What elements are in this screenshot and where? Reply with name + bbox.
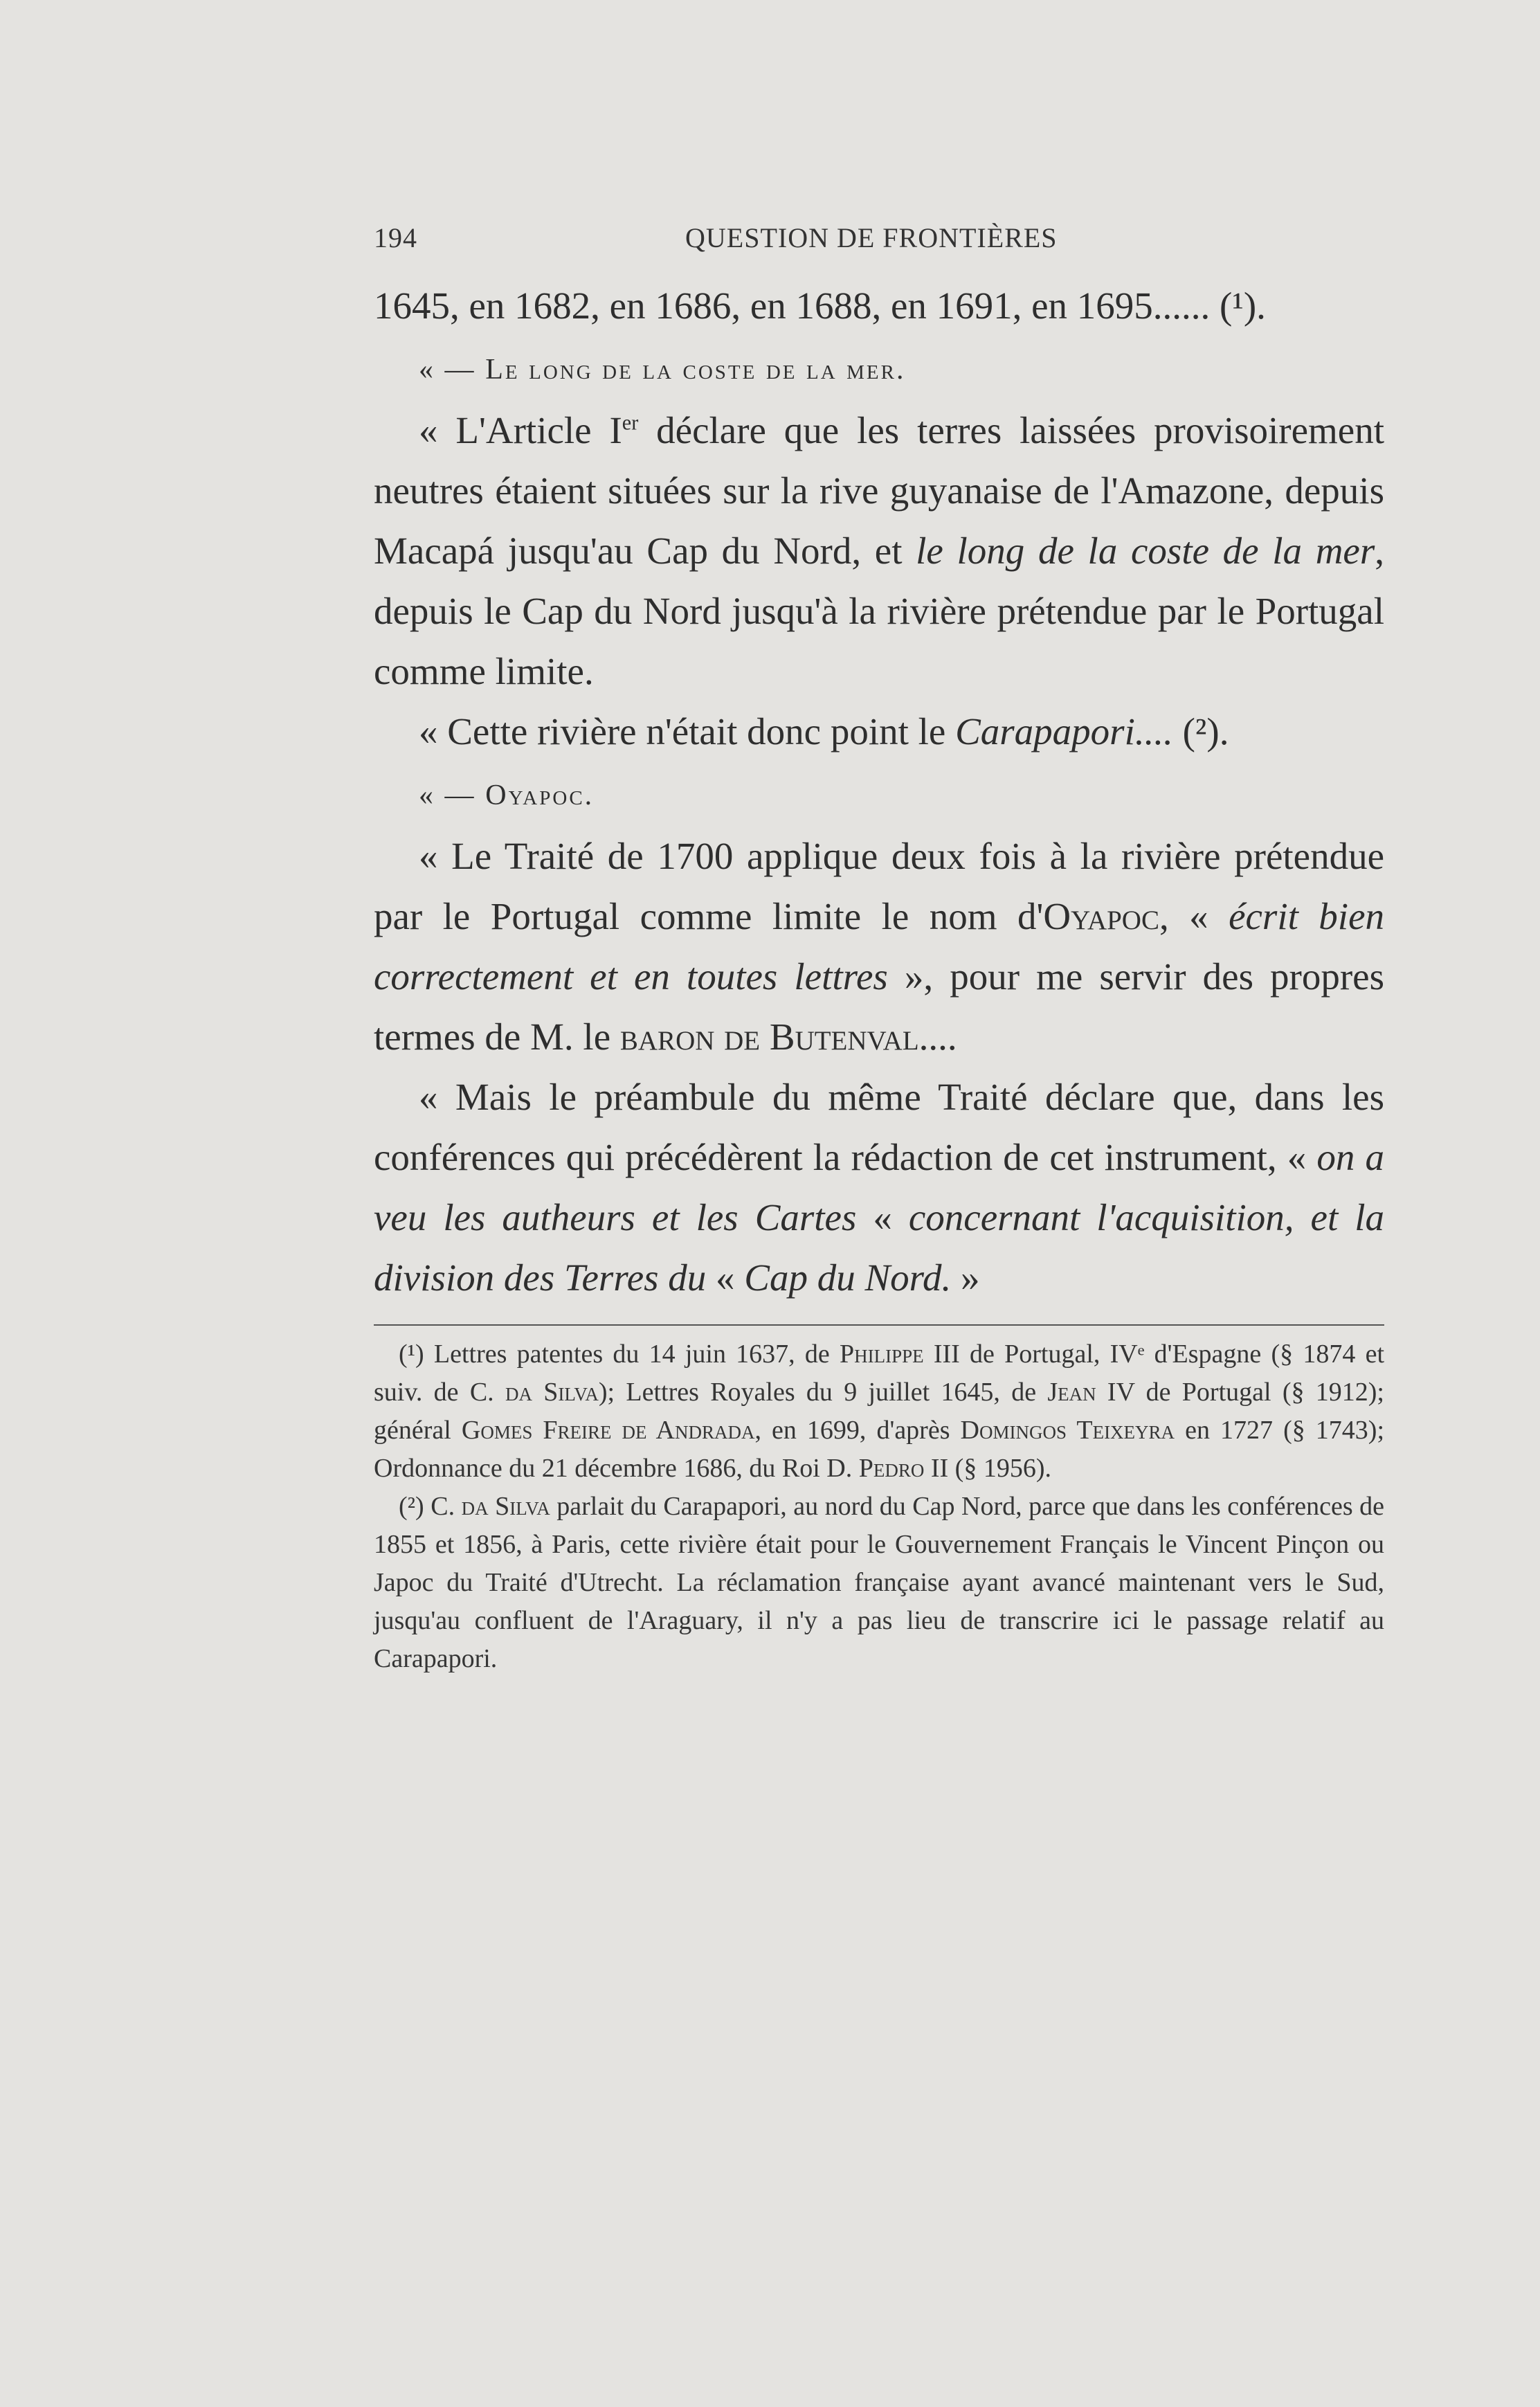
text-run: « Mais le préambule du même Traité déclare que, dans les conférences qui précédèrent la rédaction de cet instrument, «: [374, 1076, 1384, 1178]
book-page: [374, 222, 1384, 1678]
small-caps-run: da Silva: [461, 1492, 550, 1521]
text-run: III de Portugal, IVᵉ d'Espagne (§ 1874 et suiv. de C.: [374, 1340, 1385, 1407]
footnote-rule: [374, 1324, 1384, 1326]
main-text: [374, 276, 1384, 1308]
italic-run: on a veu les autheurs et les Cartes: [374, 1136, 1385, 1238]
text-run: IV de Portugal (§ 1912); général: [374, 1378, 1384, 1445]
text-run: « Le Traité de 1700 applique deux fois à la rivière prétendue par le Portugal comme limite le nom d': [374, 835, 1384, 937]
paragraph-article: [374, 400, 1384, 701]
text-run: , depuis le Cap du Nord jusqu'à la rivière prétendue par le Portugal comme limite.: [374, 530, 1384, 692]
text-run: (²).: [1172, 710, 1229, 752]
superscript: er: [622, 411, 639, 435]
text-run: ); Lettres Royales du 9 juillet 1645, de: [598, 1378, 1048, 1407]
section-heading-coste: [374, 336, 1384, 400]
text-run: «: [706, 1256, 745, 1299]
small-caps-run: Philippe: [839, 1340, 924, 1369]
running-title: QUESTION DE FRONTIÈRES: [685, 222, 1058, 253]
text-run: «: [856, 1196, 909, 1238]
small-caps-run: baron de Butenval: [619, 1016, 919, 1058]
text-run: « L'Article I: [419, 409, 622, 451]
heading-quote: « —: [419, 779, 476, 811]
page-number: 194: [374, 222, 417, 253]
text-run: », pour me servir des propres termes de M. le: [374, 955, 1384, 1058]
small-caps-run: Oyapoc: [1043, 895, 1159, 937]
text-run: ....: [918, 1016, 957, 1058]
small-caps-run: da Silva: [505, 1378, 599, 1407]
footnote-1: [374, 1335, 1384, 1488]
text-run: parlait du Carapapori, au nord du Cap Nord, parce que dans les conférences de 1855 et 1856, à Paris, cette rivière était pour le Gouvernement Français le Vincent Pinçon ou Japoc du Traité d'Utrecht. La réclamation française ayant avancé maintenant vers le Sud, jusqu'au confluent de l'Araguary, il n'y a pas lieu de transcrire ici le passage relatif au Carapapori.: [374, 1492, 1385, 1673]
heading-quote: « —: [419, 354, 476, 386]
text-run: »: [951, 1256, 980, 1299]
text-run: , en 1699, d'après: [754, 1416, 961, 1445]
paragraph-preambule: [374, 1067, 1384, 1308]
italic-run: Carapapori....: [955, 710, 1173, 752]
heading-text: Oyapoc.: [485, 779, 595, 811]
heading-text: Le long de la coste de la mer.: [485, 354, 906, 386]
footnote-2: [374, 1488, 1384, 1678]
running-header: [374, 222, 1384, 263]
text-run: « Cette rivière n'était donc point le: [419, 710, 956, 752]
section-heading-oyapoc: [374, 761, 1384, 826]
text-run: en 1727 (§ 1743); Ordonnance du 21 décembre 1686, du Roi D.: [374, 1416, 1384, 1483]
italic-run: concernant l'acquisition, et la division des Terres du: [374, 1196, 1385, 1299]
italic-run: écrit bien correctement et en toutes lettres: [374, 895, 1385, 998]
small-caps-run: Jean: [1047, 1378, 1096, 1407]
small-caps-run: Domingos Teixeyra: [960, 1416, 1175, 1445]
text-run: , «: [1159, 895, 1229, 937]
small-caps-run: Gomes Freire de Andrada: [461, 1416, 755, 1445]
paragraph-traite: [374, 826, 1384, 1067]
paragraph-carapapori: [374, 701, 1384, 761]
italic-run: Cap du Nord.: [744, 1256, 952, 1299]
text-run: II (§ 1956).: [924, 1454, 1051, 1483]
paragraph-continued: [374, 276, 1384, 336]
text-run: (²) C.: [399, 1492, 462, 1521]
paragraph-text: 1645, en 1682, en 1686, en 1688, en 1691, en 1695...... (¹).: [374, 285, 1266, 327]
text-run: (¹) Lettres patentes du 14 juin 1637, de: [399, 1340, 840, 1369]
footnotes: [374, 1335, 1384, 1678]
small-caps-run: Pedro: [858, 1454, 925, 1483]
italic-run: le long de la coste de la mer: [916, 530, 1375, 572]
text-run: déclare que les terres laissées provisoirement neutres étaient situées sur la rive guyanaise de l'Amazone, depuis Macapá jusqu'au Cap du Nord, et: [374, 409, 1384, 572]
